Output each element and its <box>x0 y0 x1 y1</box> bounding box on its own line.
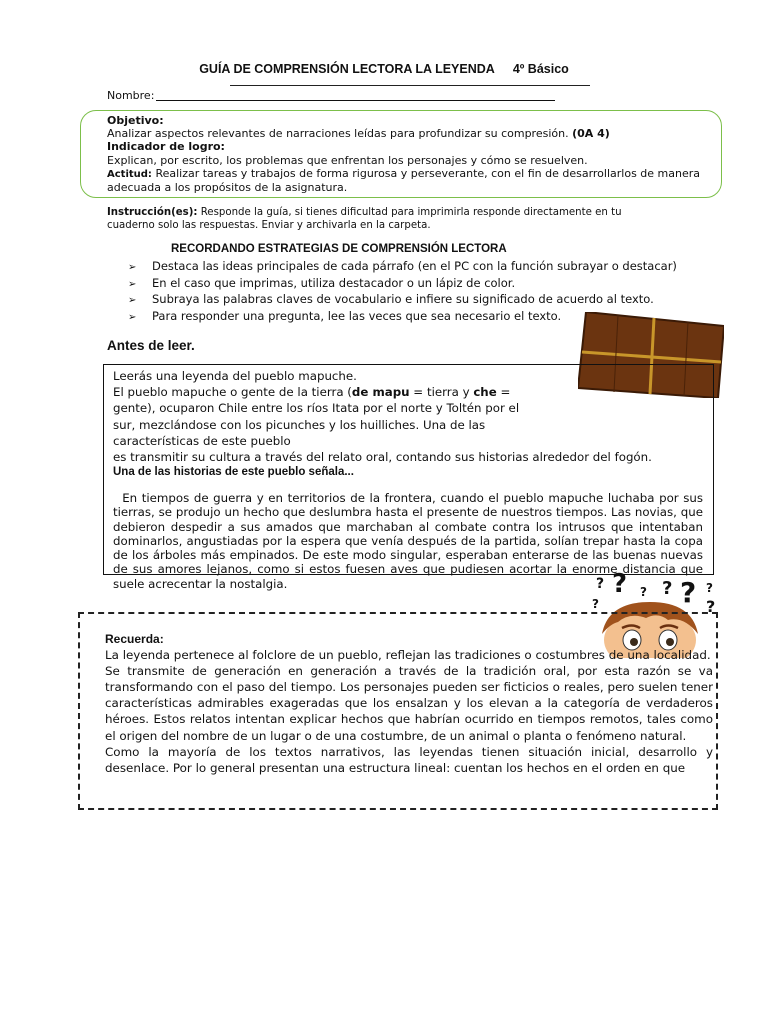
objective-text: Analizar aspectos relevantes de narraciones leídas para profundizar su compresión. <box>107 127 569 141</box>
intro-fragment: El pueblo mapuche o gente de la tierra ( <box>113 385 352 400</box>
objective-label: Objetivo: <box>107 114 164 127</box>
arrow-bullet-icon: ➢ <box>128 262 137 273</box>
intro-fragment: = <box>496 385 511 400</box>
svg-text:?: ? <box>706 597 716 616</box>
svg-text:?: ? <box>612 569 628 599</box>
attitude-label: Actitud: <box>107 168 152 180</box>
intro-line: gente), ocuparon Chile entre los ríos Itata por el norte y Toltén por el <box>113 401 520 416</box>
remember-paragraph: Se transmite de generación en generación a través de la tradición oral, por esta razón se va transformando con el paso del tiempo. Los personajes pueden ser ficticios o reales, pero suelen tener características admirables exageradas que los ensalzan y los elevan a la categoría de verdaderos héroes. Estos relatos intentan explicar hechos que habrían ocurrido en tiempos remotos, tales como el origen del nombre de un lugar o de una costumbre, de un animal o planta o fenómeno natural. <box>105 664 713 743</box>
intro-line: características de este pueblo <box>113 433 291 448</box>
intro-fragment: = tierra y <box>409 385 474 400</box>
arrow-bullet-icon: ➢ <box>128 278 137 290</box>
svg-text:?: ? <box>662 578 673 599</box>
term-mapu: de mapu <box>351 385 410 400</box>
arrow-bullet-icon: ➢ <box>128 311 137 323</box>
indicator-text: Explican, por escrito, los problemas que enfrentan los personajes y cómo se resuelven. <box>107 153 588 167</box>
intro-line: es transmitir su cultura a través del relato oral, contando sus historias alrededor del fogón. <box>113 450 652 465</box>
intro-line: sur, mezclándose con los picunches y los huilliches. Una de las <box>113 417 486 432</box>
title-text: GUÍA DE COMPRENSIÓN LECTORA LA LEYENDA <box>199 62 495 76</box>
page-title <box>0 62 768 76</box>
intro-line <box>113 384 688 400</box>
before-reading-heading: Antes de leer. <box>107 338 195 353</box>
list-item <box>128 276 677 293</box>
title-underline <box>230 85 590 86</box>
term-che: che <box>473 385 497 400</box>
strategies-heading: RECORDANDO ESTRATEGIAS DE COMPRENSIÓN LECTORA <box>171 243 507 255</box>
strategy-text: Destaca las ideas principales de cada párrafo (en el PC con la función subrayar o destacar) <box>152 259 677 273</box>
strategy-text: En el caso que imprimas, utiliza destacador o un lápiz de color. <box>152 275 516 290</box>
intro-text <box>113 368 688 465</box>
story-subheading: Una de las historias de este pueblo señala... <box>113 466 354 478</box>
svg-text:?: ? <box>592 597 599 611</box>
remember-paragraph: La leyenda pertenece al folclore de un pueblo, reflejan las tradiciones o costumbres de una localidad. <box>105 648 711 663</box>
indicator-label: Indicador de logro: <box>107 140 225 154</box>
list-item <box>128 259 677 276</box>
arrow-bullet-icon: ➢ <box>128 295 137 307</box>
objective-code: (0A 4) <box>572 127 610 141</box>
remember-paragraph: Como la mayoría de los textos narrativos, las leyendas tienen situación inicial, desarrollo y desenlace. Por lo general presentan una estructura lineal: cuentan los hechos en el orden en que <box>105 744 713 775</box>
instructions-text: Responde la guía, si tienes dificultad para imprimirla responde directamente en tu cuaderno solo las respuestas. Enviar y archivarla en la carpeta. <box>107 207 622 231</box>
legend-story-text: En tiempos de guerra y en territorios de la frontera, cuando el pueblo mapuche luchaba por sus tierras, se produjo un hecho que deslumbra hasta el presente de nuestros tiempos. Las novias, que debieron despedir a sus amados que marchaban al combate contra los intrusos que intentaban dominarlos, angustiadas por la espera que venía después de la partida, solían trepar hasta la copa de los árboles más empinados. De este modo singular, esperaban enterarse de las buenas nuevas de sus amores lejanos, como si estos fuesen aves que pudiesen acortar la enorme distancia que suele acrecentar la nostalgia. <box>113 491 703 591</box>
svg-text:?: ? <box>640 585 647 599</box>
instructions <box>107 206 667 232</box>
remember-text <box>105 631 713 805</box>
grade-text: 4º Básico <box>512 62 569 76</box>
attitude-text: Realizar tareas y trabajos de forma rigurosa y perseverante, con el fin de desarrollarlos de manera adecuada a los propósitos de la asignatura. <box>107 166 701 195</box>
instructions-label: Instrucción(es): <box>107 207 198 218</box>
strategy-text: Subraya las palabras claves de vocabulario e infiere su significado de acuerdo al texto. <box>152 292 654 307</box>
name-label: Nombre: <box>107 89 155 102</box>
objectives-text <box>107 114 717 194</box>
remember-heading: Recuerda: <box>105 632 164 646</box>
svg-text:?: ? <box>706 581 713 595</box>
strategy-text: Para responder una pregunta, lee las veces que sea necesario el texto. <box>152 308 562 323</box>
svg-text:?: ? <box>596 576 605 592</box>
name-field-line[interactable] <box>156 100 555 101</box>
list-item <box>128 292 677 309</box>
svg-text:?: ? <box>680 576 697 609</box>
intro-line: Leerás una leyenda del pueblo mapuche. <box>113 369 357 383</box>
